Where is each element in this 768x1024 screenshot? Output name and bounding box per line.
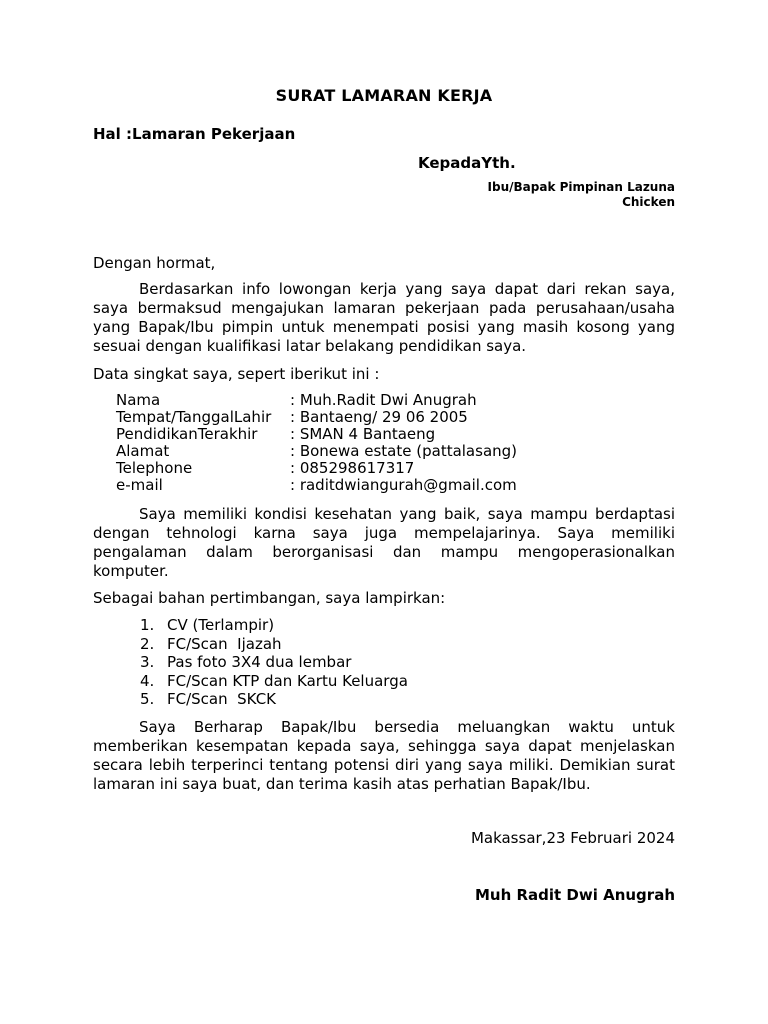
data-label: Alamat	[116, 442, 170, 460]
signature-name: Muh Radit Dwi Anugrah	[474, 886, 675, 904]
data-label: Tempat/TanggalLahir	[116, 408, 272, 426]
list-number: 3.	[140, 653, 155, 671]
to-label: KepadaYth.	[418, 154, 516, 172]
data-row	[116, 409, 517, 426]
data-label: Nama	[116, 391, 161, 409]
attachments-intro: Sebagai bahan pertimbangan, saya lampirkan:	[93, 589, 446, 607]
list-text: FC/Scan Ijazah	[167, 634, 282, 653]
data-label: PendidikanTerakhir	[116, 425, 258, 443]
data-value: : 085298617317	[290, 459, 415, 477]
data-row	[116, 426, 517, 443]
list-item	[140, 635, 408, 654]
data-row	[116, 443, 517, 460]
data-label: Telephone	[116, 459, 193, 477]
data-intro: Data singkat saya, sepert iberikut ini :	[93, 365, 380, 383]
data-value: : SMAN 4 Bantaeng	[290, 425, 436, 443]
list-number: 2.	[140, 634, 155, 653]
recipient-block	[415, 180, 675, 210]
data-row	[116, 460, 517, 477]
list-text: FC/Scan SKCK	[167, 690, 277, 708]
data-value: : Bantaeng/ 29 06 2005	[290, 408, 468, 426]
place-date: Makassar,23 Februari 2024	[470, 829, 675, 847]
personal-data-table	[116, 392, 517, 494]
data-value: : Muh.Radit Dwi Anugrah	[290, 391, 477, 409]
recipient-line: Chicken	[622, 195, 675, 209]
list-item	[140, 690, 408, 709]
data-value: : raditdwiangurah@gmail.com	[290, 476, 517, 494]
list-number: 5.	[140, 690, 155, 708]
data-row	[116, 477, 517, 494]
greeting: Dengan hormat,	[93, 254, 216, 272]
subject-line: Hal :Lamaran Pekerjaan	[93, 125, 296, 143]
paragraph-closing: Saya Berharap Bapak/Ibu bersedia meluangkan waktu untuk memberikan kesempatan kepada saya, sehingga saya dapat menjelaskan secara lebih terperinci tentang potensi diri yang saya miliki. Demikian surat lamaran ini saya buat, dan terima kasih atas perhatian Bapak/Ibu.	[93, 718, 675, 793]
paragraph-opening: Berdasarkan info lowongan kerja yang saya dapat dari rekan saya, saya bermaksud mengajukan lamaran pekerjaan pada perusahaan/usaha yang Bapak/Ibu pimpin untuk menempati posisi yang masih kosong yang sesuai dengan kualifikasi latar belakang pendidikan saya.	[93, 280, 675, 355]
list-text: CV (Terlampir)	[167, 616, 275, 634]
attachments-list	[140, 616, 408, 709]
paragraph-qualifications: Saya memiliki kondisi kesehatan yang baik, saya mampu berdaptasi dengan tehnologi karna saya juga mempelajarinya. Saya memiliki pengalaman dalam berorganisasi dan mampu mengoperasionalkan komputer.	[93, 505, 675, 580]
list-item	[140, 616, 408, 635]
recipient-line: Ibu/Bapak Pimpinan Lazuna	[487, 180, 675, 194]
list-text: FC/Scan KTP dan Kartu Keluarga	[167, 671, 408, 690]
data-row	[116, 392, 517, 409]
list-number: 1.	[140, 616, 155, 634]
letter-title: SURAT LAMARAN KERJA	[275, 86, 493, 105]
list-item	[140, 653, 408, 672]
list-item	[140, 672, 408, 691]
list-text: Pas foto 3X4 dua lembar	[167, 653, 352, 671]
list-number: 4.	[140, 671, 155, 690]
data-label: e-mail	[116, 476, 163, 494]
data-value: : Bonewa estate (pattalasang)	[290, 442, 518, 460]
